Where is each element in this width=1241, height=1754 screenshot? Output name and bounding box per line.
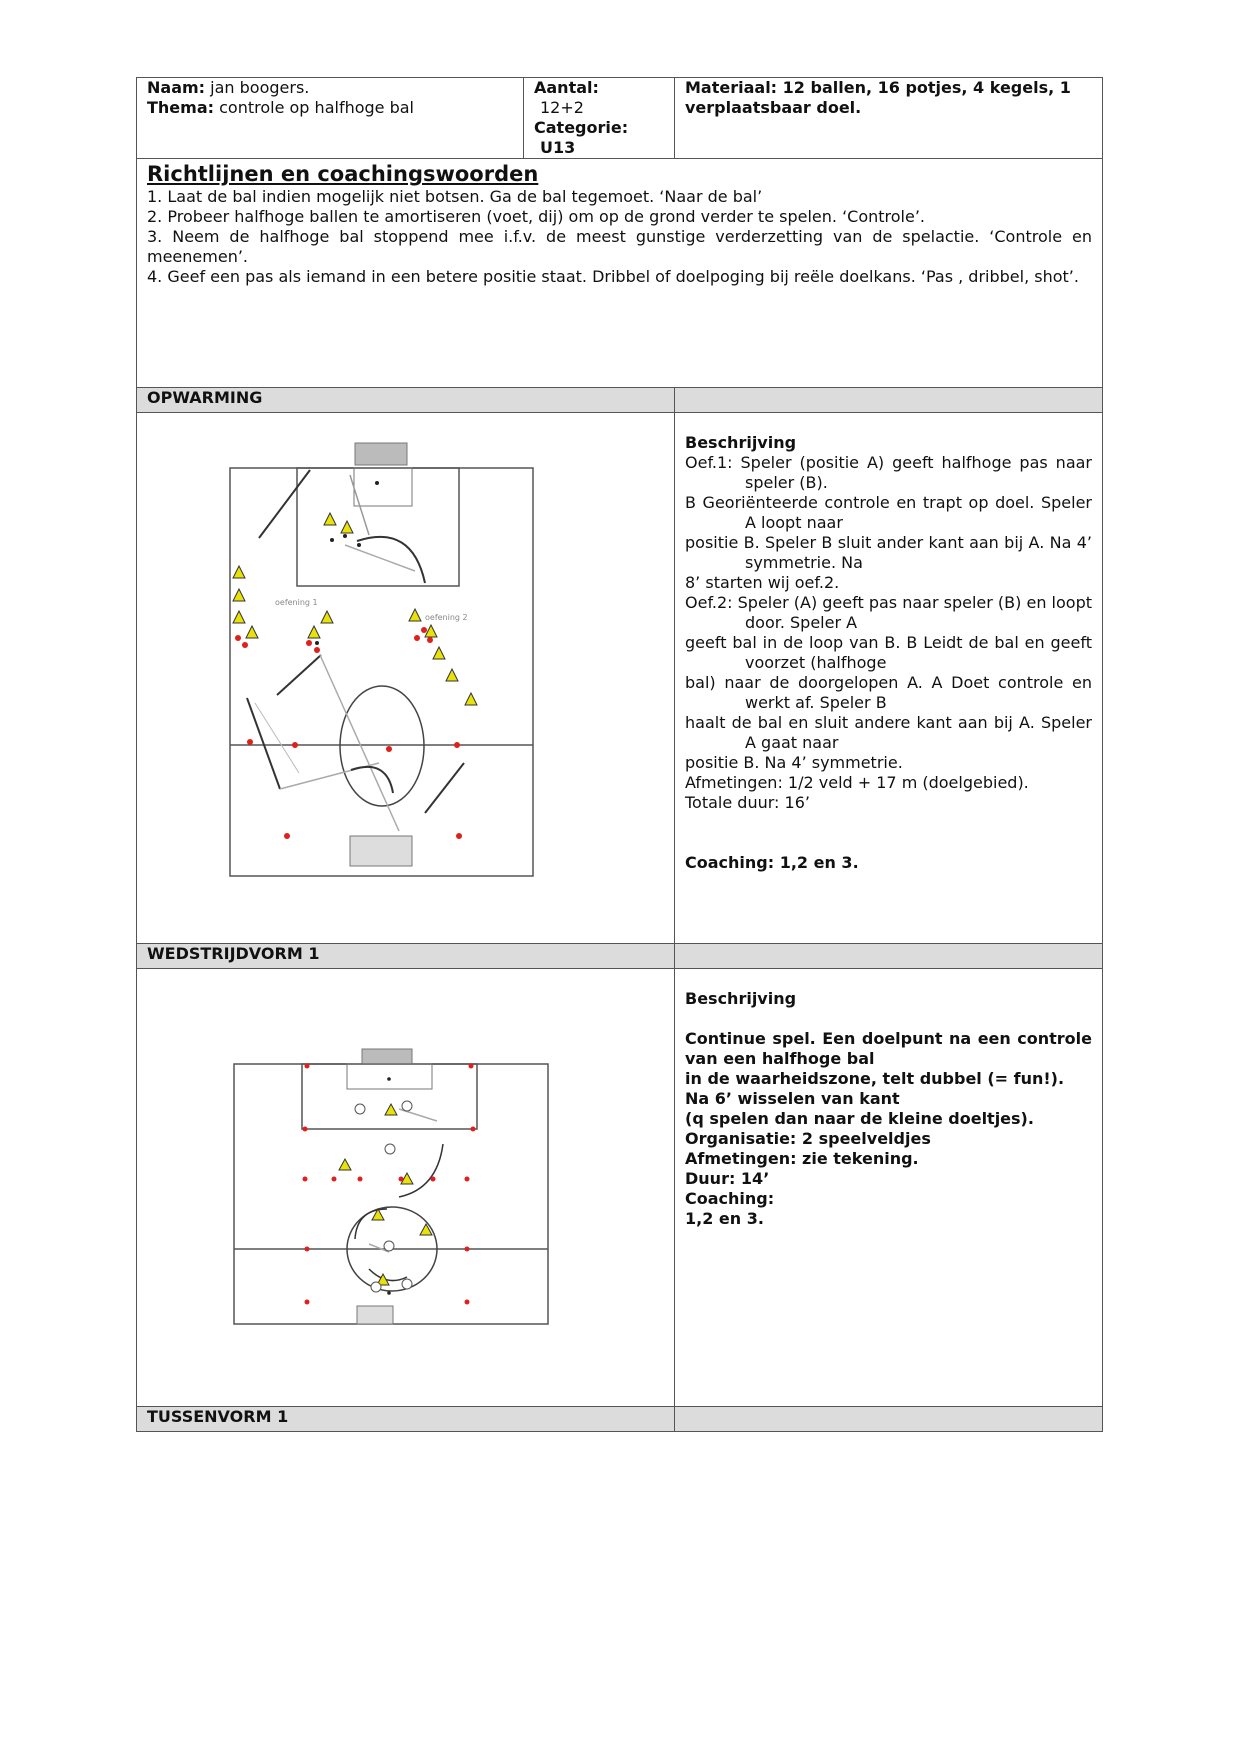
match1-line: Afmetingen: zie tekening. [685, 1149, 919, 1168]
cone-icon [341, 521, 353, 533]
player-circle [402, 1101, 412, 1111]
run-curve [357, 537, 425, 583]
marker-dot [235, 635, 241, 641]
warmup-row [137, 413, 1103, 944]
pass-line [277, 655, 321, 695]
match1-row [137, 969, 1103, 1407]
guideline-item: 3. Neem de halfhoge bal stoppend mee i.f.v. de meest gunstige verderzetting van de spelactie. ‘Controle en meenemen’. [147, 227, 1092, 266]
cone-icon [433, 647, 445, 659]
warmup-line: positie B. Speler B sluit ander kant aan bij A. Na 4’ symmetrie. Na [685, 533, 1092, 572]
cone-icon [409, 609, 421, 621]
warmup-line: 8’ starten wij oef.2. [685, 573, 840, 592]
cone-icon [233, 589, 245, 601]
marker-dot [284, 833, 290, 839]
player-circle [384, 1241, 394, 1251]
material-cell [675, 78, 1103, 159]
category-label: Categorie: [534, 118, 629, 137]
cone-icon [446, 669, 458, 681]
marker-dot [305, 1247, 310, 1252]
run-curve [355, 1209, 387, 1239]
name-label: Naam: [147, 78, 206, 97]
marker-dot [469, 1064, 474, 1069]
section-row-inter1 [137, 1407, 1103, 1432]
marker-dot [358, 1177, 363, 1182]
guideline-item: 2. Probeer halfhoge ballen te amortiseren (voet, dij) om op de grond verder te spelen. ‘Controle’. [147, 207, 926, 226]
cone-icon [233, 566, 245, 578]
marker-dot [386, 746, 392, 752]
warmup-dimensions: Afmetingen: 1/2 veld + 17 m (doelgebied). [685, 773, 1029, 792]
section-title-inter1: TUSSENVORM 1 [137, 1407, 675, 1432]
match1-desc-title: Beschrijving [685, 989, 797, 1008]
ball-dot [315, 641, 319, 645]
match1-line: Na 6’ wisselen van kant [685, 1089, 900, 1108]
warmup-line: bal) naar de doorgelopen A. A Doet controle en werkt af. Speler B [685, 673, 1092, 712]
session-table [136, 77, 1103, 1432]
run-curve [399, 1144, 443, 1197]
marker-dot [303, 1177, 308, 1182]
marker-dot [421, 627, 427, 633]
name-value: jan boogers. [210, 78, 310, 97]
session-sheet [136, 77, 1103, 1432]
match1-line: in de waarheidszone, telt dubbel (= fun!). [685, 1069, 1065, 1088]
theme-label: Thema: [147, 98, 215, 117]
dribble-line [425, 763, 464, 813]
marker-dot [314, 647, 320, 653]
markers [235, 627, 462, 839]
pass-line [259, 470, 310, 538]
match1-line: (q spelen dan naar de kleine doeltjes). [685, 1109, 1034, 1128]
count-label: Aantal: [534, 78, 599, 97]
match1-line: 1,2 en 3. [685, 1209, 764, 1228]
warmup-line: B Georiënteerde controle en trapt op doel. Speler A loopt naar [685, 493, 1092, 532]
penalty-box [297, 468, 459, 586]
cone-icon [233, 611, 245, 623]
marker-dot [456, 833, 462, 839]
cone-icon [385, 1104, 397, 1115]
guideline-item: 1. Laat de bal indien mogelijk niet botsen. Ga de bal tegemoet. ‘Naar de bal’ [147, 187, 763, 206]
marker-dot [306, 640, 312, 646]
run-line [320, 655, 399, 831]
player-circle [385, 1144, 395, 1154]
pitch-outline [230, 468, 533, 876]
marker-dot [465, 1300, 470, 1305]
guidelines-title: Richtlijnen en coachingswoorden [147, 162, 539, 186]
name-theme-cell [137, 78, 524, 159]
warmup-desc-title: Beschrijving [685, 433, 797, 452]
cone-icon [308, 626, 320, 638]
marker-dot [414, 635, 420, 641]
goal-top [355, 443, 407, 465]
ball-dot [387, 1291, 391, 1295]
cone-icon [321, 611, 333, 623]
goal-bottom [350, 836, 412, 866]
section-row-match1 [137, 944, 1103, 969]
warmup-coaching: Coaching: 1,2 en 3. [685, 853, 859, 872]
guidelines-cell [137, 159, 1103, 388]
warmup-diagram-cell [137, 413, 675, 944]
ball-dot [357, 543, 361, 547]
cone-icon [339, 1159, 351, 1170]
ball-dot [375, 481, 379, 485]
marker-dot [247, 739, 253, 745]
material-label: Materiaal: [685, 78, 778, 97]
theme-value: controle op halfhoge bal [219, 98, 414, 117]
warmup-description-cell [675, 413, 1103, 944]
match1-description-cell [675, 969, 1103, 1407]
goal-bottom [357, 1306, 393, 1324]
cone-icon [246, 626, 258, 638]
run-curve [369, 1269, 407, 1281]
cone-icon [324, 513, 336, 525]
diagram-label-1: oefening 1 [275, 598, 318, 607]
section-blank [675, 388, 1103, 413]
warmup-line: Oef.1: Speler (positie A) geeft halfhoge pas naar speler (B). [685, 453, 1092, 492]
warmup-line: geeft bal in de loop van B. B Leidt de bal en geeft voorzet (halfhoge [685, 633, 1092, 672]
warmup-line: haalt de bal en sluit andere kant aan bij A. Speler A gaat naar [685, 713, 1092, 752]
match1-line: Coaching: [685, 1189, 775, 1208]
cones [339, 1104, 432, 1285]
match1-line: Organisatie: 2 speelveldjes [685, 1129, 931, 1148]
warmup-line: Oef.2: Speler (A) geeft pas naar speler (B) en loopt door. Speler A [685, 593, 1092, 632]
marker-dot [465, 1177, 470, 1182]
category-value: U13 [540, 138, 576, 157]
marker-dot [292, 742, 298, 748]
marker-dot [305, 1300, 310, 1305]
player-circle [402, 1279, 412, 1289]
run-line [350, 475, 369, 535]
guidelines-row [137, 159, 1103, 388]
marker-dot [465, 1247, 470, 1252]
marker-dot [427, 637, 433, 643]
section-title-warmup: OPWARMING [137, 388, 675, 413]
marker-dot [305, 1064, 310, 1069]
penalty-box [302, 1064, 477, 1129]
cones [233, 513, 477, 705]
marker-dot [399, 1177, 404, 1182]
goal-box [347, 1064, 432, 1089]
header-row [137, 78, 1103, 159]
marker-dot [242, 642, 248, 648]
ball-dot [387, 1077, 391, 1081]
ball-dot [343, 534, 347, 538]
warmup-duration: Totale duur: 16’ [685, 793, 810, 812]
cone-icon [465, 693, 477, 705]
match1-diagram [137, 969, 667, 1401]
warmup-diagram [137, 413, 667, 938]
marker-dot [332, 1177, 337, 1182]
count-category-cell [524, 78, 675, 159]
ball-dot [330, 538, 334, 542]
player-circle [355, 1104, 365, 1114]
marker-dot [454, 742, 460, 748]
marker-dot [431, 1177, 436, 1182]
section-row-warmup [137, 388, 1103, 413]
marker-dot [471, 1127, 476, 1132]
goal-box [354, 468, 412, 506]
match1-line: Duur: 14’ [685, 1169, 770, 1188]
warmup-line: positie B. Na 4’ symmetrie. [685, 753, 903, 772]
section-blank [675, 1407, 1103, 1432]
marker-dot [303, 1127, 308, 1132]
markers [303, 1064, 476, 1305]
goal-top [362, 1049, 412, 1064]
count-value: 12+2 [540, 98, 584, 117]
player-circle [371, 1282, 381, 1292]
match1-diagram-cell [137, 969, 675, 1407]
section-blank [675, 944, 1103, 969]
section-title-match1: WEDSTRIJDVORM 1 [137, 944, 675, 969]
material-value: 12 ballen, 16 potjes, 4 kegels, 1 verplaatsbaar doel. [685, 78, 1071, 117]
diagram-label-2: oefening 2 [425, 613, 468, 622]
center-circle [340, 686, 424, 806]
match1-line: Continue spel. Een doelpunt na een controle van een halfhoge bal [685, 1029, 1092, 1068]
pass-line [345, 545, 415, 571]
guideline-item: 4. Geef een pas als iemand in een betere positie staat. Dribbel of doelpoging bij reële doelkans. ‘Pas , dribbel, shot’. [147, 267, 1079, 286]
